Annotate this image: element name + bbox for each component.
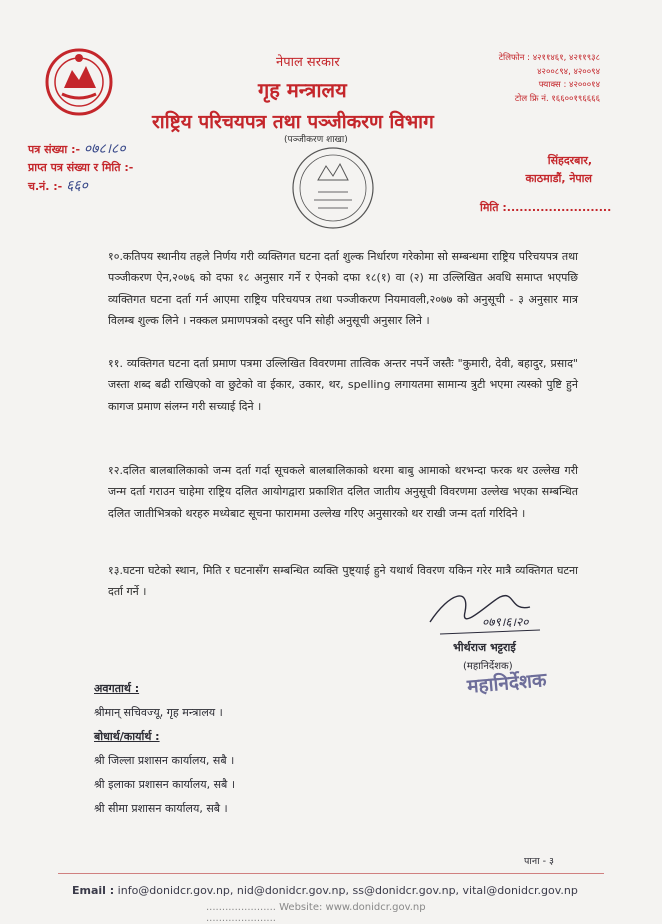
action-recipient: श्री सीमा प्रशासन कार्यालय, सबै । (94, 802, 228, 815)
action-recipient: श्री इलाका प्रशासन कार्यालय, सबै । (94, 778, 235, 791)
footer-emails: Email : info@donidcr.gov.np, nid@donidcr.gov.np, ss@donidcr.gov.np, vital@donidcr.gov.np (72, 884, 578, 897)
info-recipient: श्रीमान् सचिवज्यू, गृह मन्त्रालय । (94, 706, 223, 719)
signature-date: ०७९।६।२० (482, 615, 529, 629)
letter-number: पत्र संख्या :- ०७८।८० (28, 141, 126, 157)
distribution-list (94, 677, 235, 821)
signature (420, 582, 570, 646)
date-field: मिति :......................... (480, 201, 612, 214)
received-letter-label: प्राप्त पत्र संख्या र मिति :- (28, 161, 134, 174)
office-address: सिंहदरबार, काठमाडौं, नेपाल (525, 154, 592, 185)
contact-line: टोल फ्रि नं. १६६००१९६६६६ (514, 93, 600, 104)
contact-line: टेलिफोन : ४२११४६१, ४२११९३८ (498, 53, 600, 63)
action-recipient: श्री जिल्ला प्रशासन कार्यालय, सबै । (94, 754, 235, 767)
government-name: नेपाल सरकार (276, 55, 340, 70)
signatory-title: (महानिर्देशक) (463, 661, 513, 672)
letter-number-value: ०७८।८० (83, 141, 126, 157)
clause-12: १२.दलित बालबालिकाको जन्म दर्ता गर्दा सूचकले बालबालिकाको थरमा बाबु आमाको थरभन्दा फरक थर उल्लेख गरी जन्म दर्ता गराउन चाहेमा राष्ट्रिय दलित आयोगद्वारा प्रकाशित दलित जातीय अनुसूची विवरणमा उल्लेख भएका सम्बन्धित दलित जातीभित्रको थरहरु मध्येबाट सूचना फाराममा उल्लेख गरिए अनुसारको थर राखी जन्म दर्ता गरिदिने । (108, 464, 578, 520)
page-number: पाना - ३ (524, 856, 554, 867)
department-seal-icon (288, 144, 378, 232)
reference-block (28, 140, 133, 196)
action-label: बोधार्थ/कार्यार्थ : (94, 730, 160, 743)
footer-divider (58, 873, 604, 874)
department-name: राष्ट्रिय परिचयपत्र तथा पञ्जीकरण विभाग (152, 111, 434, 133)
dispatch-number-value: ६६० (66, 178, 88, 194)
ministry-name: गृह मन्त्रालय (258, 78, 347, 102)
footer-website: ...................... Website: www.donidcr.gov.np ...................... (206, 902, 426, 924)
contact-line: ४२००८९४, ४२००९४ (537, 66, 600, 77)
clause-10: १०.कतिपय स्थानीय तहले निर्णय गरी व्यक्तिगत घटना दर्ता शुल्क निर्धारण गरेकोमा सो सम्बन्धमा राष्ट्रिय परिचयपत्र तथा पञ्जीकरण ऐन,२०७६ को दफा १८ अनुसार गर्ने र ऐनको दफा १८(१) वा (२) मा उल्लिखित अवधि समाप्त भएपछि व्यक्तिगत घटना दर्ता गर्न आएमा राष्ट्रिय परिचयपत्र तथा पञ्जीकरण नियमावली,२०७७ को अनुसूची - ३ अनुसार मात्र विलम्ब शुल्क लिने । नक्कल प्रमाणपत्रको दस्तुर पनि सोही अनुसूची अनुसार लिने । (108, 250, 578, 328)
dispatch-number: च.नं. :- ६६० (28, 178, 88, 194)
clause-13: १३.घटना घटेको स्थान, मिति र घटनासँग सम्बन्धित व्यक्ति पुष्ट्याई हुने यथार्थ विवरण यकिन गरेर मात्रै व्यक्तिगत घटना दर्ता गर्ने । (108, 564, 578, 599)
info-label: अवगतार्थ : (94, 682, 140, 695)
branch-name: (पञ्जीकरण शाखा) (284, 135, 348, 145)
contact-line: फ्याक्स : ४२०००१४ (538, 80, 600, 90)
contact-block (499, 52, 600, 106)
clause-11: ११. व्यक्तिगत घटना दर्ता प्रमाण पत्रमा उल्लिखित विवरणमा तात्विक अन्तर नपर्ने जस्तैः "कुमारी, देवी, बहादुर, प्रसाद" जस्ता शब्द बढी राखिएको वा छुटेको वा ईकार, उकार, थर, spelling लगायतमा सामान्य त्रुटी भएमा त्यस्को पुष्टि हुने कागज प्रमाण संलग्न गरी सच्याई दिने । (108, 357, 578, 413)
nepal-emblem-icon (44, 44, 114, 120)
designation-stamp: महानिर्देशक (466, 669, 548, 698)
letter-body (108, 246, 578, 603)
signatory-name: भीर्थराज भट्टराई (453, 641, 516, 654)
